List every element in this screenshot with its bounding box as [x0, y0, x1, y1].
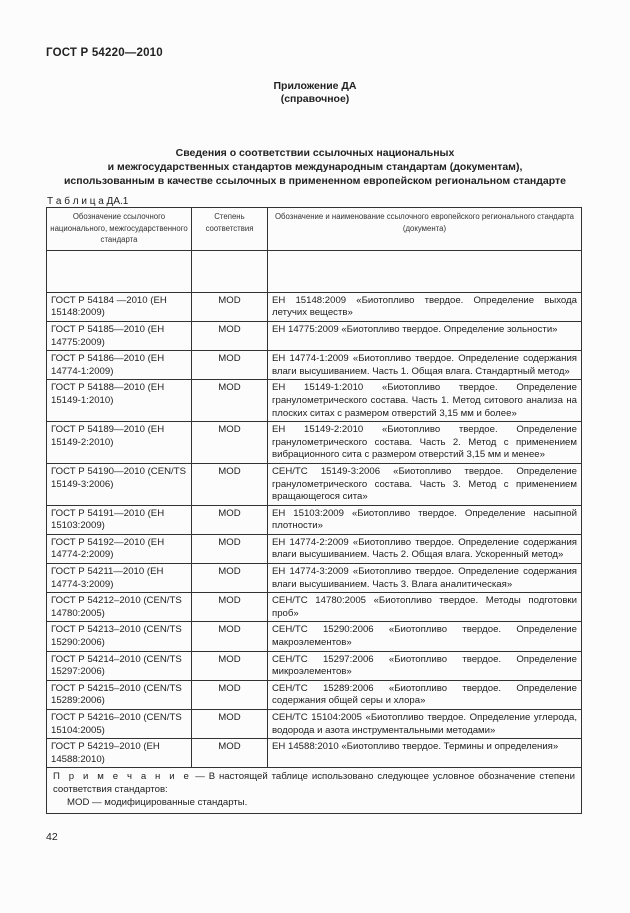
cell-european: СЕН/ТС 14780:2005 «Биотопливо твердое. Методы подготовки проб» [268, 593, 582, 622]
cell-degree: MOD [192, 680, 268, 709]
cell-national: ГОСТ Р 54214–2010 (CEN/TS 15297:2006) [47, 651, 192, 680]
document-header: ГОСТ Р 54220—2010 [46, 47, 163, 59]
cell-national: ГОСТ Р 54185—2010 (ЕН 14775:2009) [47, 321, 192, 350]
table-row [47, 380, 582, 422]
cell-european: СЕН/ТС 15149-3:2006 «Биотопливо твердое. Определение гранулометрического состава. Часть 3. Метод с применением вращающегося сита» [268, 463, 582, 505]
cell-national: ГОСТ Р 54190—2010 (CEN/TS 15149-3:2006) [47, 463, 192, 505]
cell-national: ГОСТ Р 54212–2010 (CEN/TS 14780:2005) [47, 593, 192, 622]
table-row [47, 564, 582, 593]
cell-national: ГОСТ Р 54216–2010 (CEN/TS 15104:2005) [47, 710, 192, 739]
table-row [47, 463, 582, 505]
cell-european: ЕН 14774-1:2009 «Биотопливо твердое. Определение содержания влаги высушиванием. Часть 1. Общая влага. Стандартный метод» [268, 351, 582, 380]
table-row [47, 422, 582, 464]
appendix-heading [0, 80, 630, 106]
cell-national: ГОСТ Р 54215–2010 (CEN/TS 15289:2006) [47, 680, 192, 709]
cell-degree: MOD [192, 380, 268, 422]
table-label: Т а б л и ц а ДА.1 [47, 196, 129, 207]
cell-degree: MOD [192, 351, 268, 380]
table-row [47, 321, 582, 350]
cell-national: ГОСТ Р 54219–2010 (ЕН 14588:2010) [47, 739, 192, 768]
column-header-european: Обозначение и наименование ссылочного европейского регионального стандарта (документа) [268, 208, 582, 251]
cell-european: СЕН/ТС 15290:2006 «Биотопливо твердое. Определение макроэлементов» [268, 622, 582, 651]
table-row [47, 622, 582, 651]
table-row [47, 739, 582, 768]
table-row [47, 351, 582, 380]
table-row [47, 593, 582, 622]
table-row [47, 534, 582, 563]
note-label: П р и м е ч а н и е [53, 771, 192, 783]
cell-national: ГОСТ Р 54211—2010 (ЕН 14774-3:2009) [47, 564, 192, 593]
column-header-degree: Степень соответствия [192, 208, 268, 251]
correspondence-table [46, 207, 582, 814]
cell-european: ЕН 14588:2010 «Биотопливо твердое. Термины и определения» [268, 739, 582, 768]
appendix-title: Приложение ДА [273, 80, 357, 92]
cell-degree: MOD [192, 422, 268, 464]
section-title-line: Сведения о соответствии ссылочных национальных [175, 147, 455, 159]
cell-european: СЕН/ТС 15289:2006 «Биотопливо твердое. Определение содержания общей серы и хлора» [268, 680, 582, 709]
table-row [47, 710, 582, 739]
cell-degree: MOD [192, 321, 268, 350]
cell-national: ГОСТ Р 54191—2010 (ЕН 15103:2009) [47, 505, 192, 534]
table-body [47, 250, 582, 768]
section-title [30, 146, 600, 188]
cell-european: ЕН 14775:2009 «Биотопливо твердое. Определение зольности» [268, 321, 582, 350]
cell-national: ГОСТ Р 54184 —2010 (ЕН 15148:2009) [47, 292, 192, 321]
cell-national: ГОСТ Р 54189—2010 (ЕН 15149-2:2010) [47, 422, 192, 464]
table-row [47, 505, 582, 534]
cell-degree: MOD [192, 564, 268, 593]
note-text: — В настоящей таблице использовано следующее условное обозначение степени соответствия стандартов: [53, 771, 576, 795]
page-number: 42 [46, 831, 58, 843]
cell-national: ГОСТ Р 54188—2010 (ЕН 15149-1:2010) [47, 380, 192, 422]
cell-degree: MOD [192, 292, 268, 321]
cell-european: ЕН 15149-1:2010 «Биотопливо твердое. Определение гранулометрического состава. Часть 1. Метод ситового анализа на плоских ситах с размером отверстий 3,15 мм и более» [268, 380, 582, 422]
cell-european: СЕН/ТС 15104:2005 «Биотопливо твердое. Определение углерода, водорода и азота инструментальными методами» [268, 710, 582, 739]
cell-degree: MOD [192, 593, 268, 622]
appendix-subtitle: (справочное) [280, 93, 350, 105]
cell-european: ЕН 15103:2009 «Биотопливо твердое. Определение насыпной плотности» [268, 505, 582, 534]
column-header-national: Обозначение ссылочного национального, межгосударственного стандарта [47, 208, 192, 251]
table-note-row [47, 768, 582, 814]
cell-european: ЕН 14774-2:2009 «Биотопливо твердое. Определение содержания влаги высушиванием. Часть 2. Общая влага. Ускоренный метод» [268, 534, 582, 563]
cell-degree: MOD [192, 505, 268, 534]
table-note [47, 768, 582, 814]
cell-national: ГОСТ Р 54192—2010 (ЕН 14774-2:2009) [47, 534, 192, 563]
cell-national: ГОСТ Р 54186—2010 (ЕН 14774-1:2009) [47, 351, 192, 380]
note-item: MOD — модифицированные стандарты. [67, 796, 248, 808]
cell-european: ЕН 15148:2009 «Биотопливо твердое. Определение выхода летучих веществ» [268, 292, 582, 321]
cell-european: СЕН/ТС 15297:2006 «Биотопливо твердое. Определение микроэлементов» [268, 651, 582, 680]
cell-degree: MOD [192, 622, 268, 651]
header-spacer-row [47, 250, 582, 292]
table-row [47, 651, 582, 680]
table-header-row [47, 208, 582, 251]
cell-degree: MOD [192, 463, 268, 505]
cell-degree: MOD [192, 534, 268, 563]
cell-degree: MOD [192, 739, 268, 768]
section-title-line: использованным в качестве ссылочных в примененном европейском региональном стандарте [63, 175, 567, 187]
cell-degree: MOD [192, 710, 268, 739]
table-row [47, 680, 582, 709]
cell-degree: MOD [192, 651, 268, 680]
cell-european: ЕН 14774-3:2009 «Биотопливо твердое. Определение содержания влаги высушиванием. Часть 3. Влага аналитическая» [268, 564, 582, 593]
table-row [47, 292, 582, 321]
cell-national: ГОСТ Р 54213–2010 (CEN/TS 15290:2006) [47, 622, 192, 651]
cell-european: ЕН 15149-2:2010 «Биотопливо твердое. Определение гранулометрического состава. Часть 2. Метод с применением вибрационного сита с размером отверстий 3,15 мм и менее» [268, 422, 582, 464]
section-title-line: и межгосударственных стандартов международным стандартам (документам), [107, 161, 523, 173]
